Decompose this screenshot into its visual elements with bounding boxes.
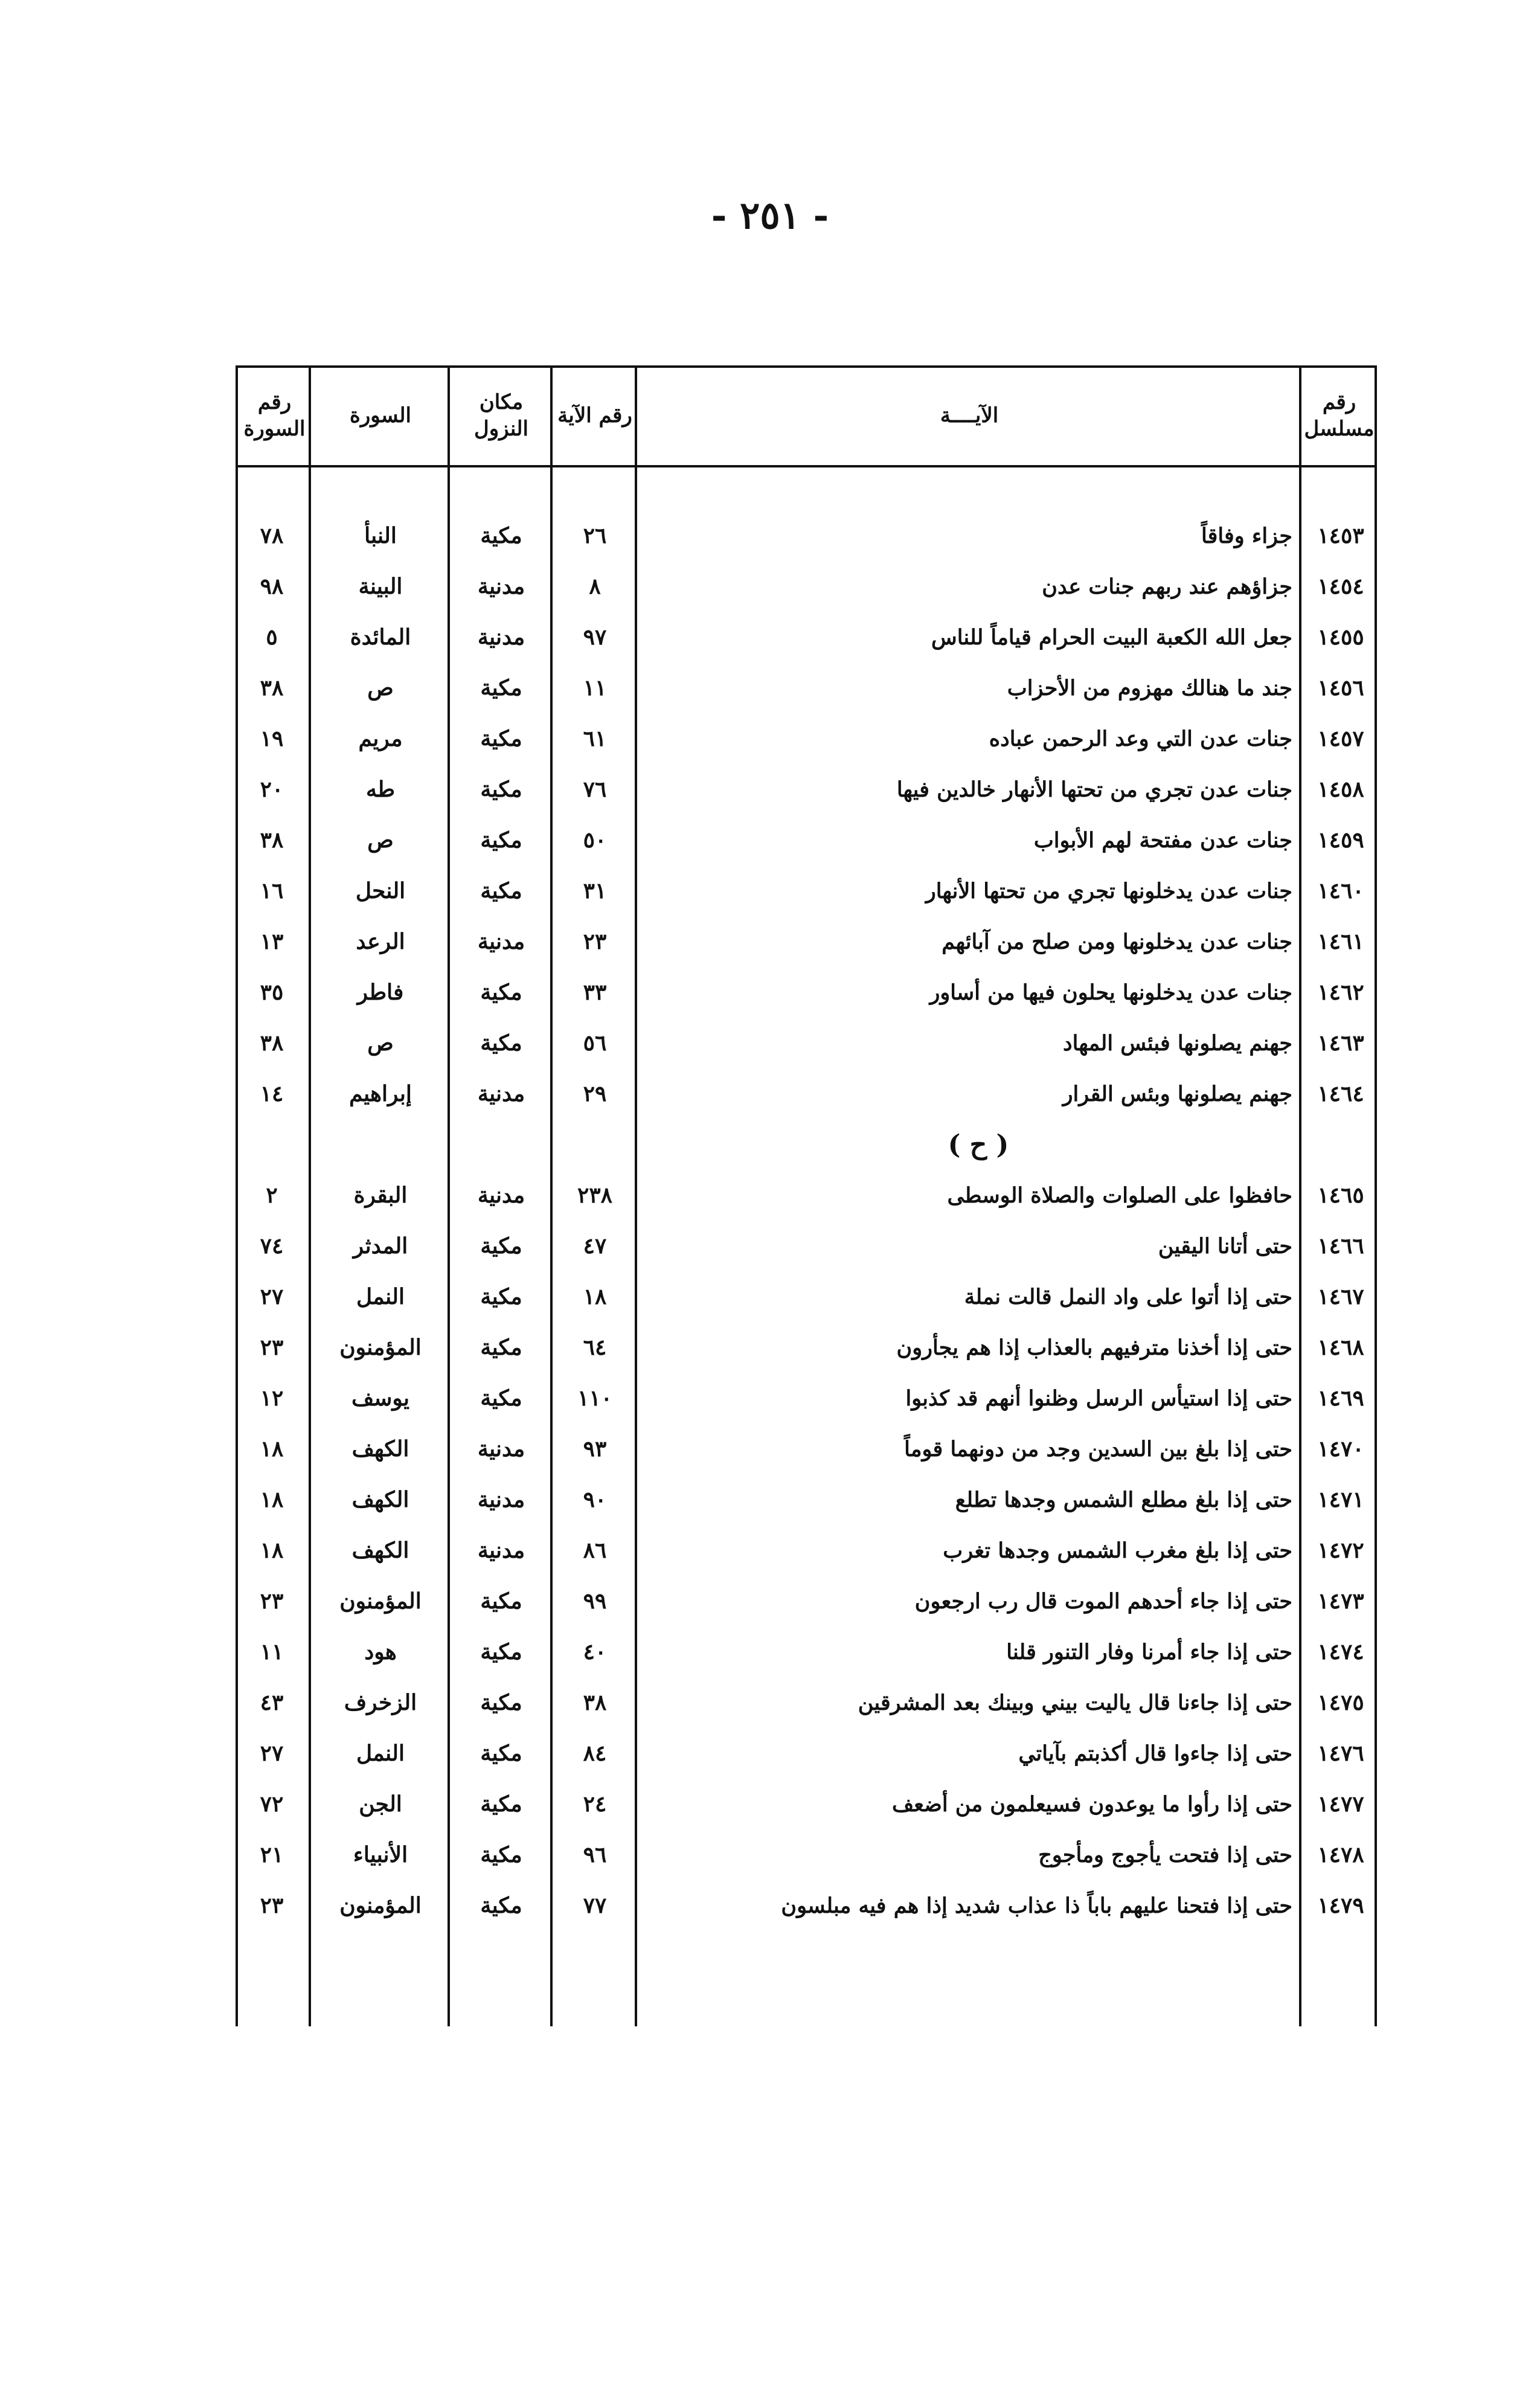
table-top-rule (236, 365, 1377, 368)
surah-name: المؤمنون (339, 1588, 422, 1614)
surah-number: ٧٤ (260, 1233, 284, 1259)
revelation-place: مكية (480, 1690, 522, 1715)
serial-number: ١٤٥٩ (1317, 827, 1364, 853)
revelation-place: مدنية (477, 929, 525, 954)
revelation-place: مكية (480, 1386, 522, 1411)
table-row (236, 1829, 1377, 1880)
table-row (236, 916, 1377, 967)
verse-text: جنات عدن مفتحة لهم الأبواب (1033, 827, 1292, 853)
revelation-place: مكية (480, 777, 522, 802)
section-heading-row (236, 1119, 1377, 1170)
surah-name: المائدة (350, 625, 411, 650)
revelation-place: مكية (480, 1639, 522, 1665)
revelation-place: مكية (480, 980, 522, 1005)
table-row (236, 865, 1377, 916)
verse-text: حتى إذا رأوا ما يوعدون فسيعلمون من أضعف (891, 1791, 1292, 1817)
ayah-number: ٨٤ (583, 1741, 607, 1766)
surah-name: الكهف (351, 1538, 409, 1563)
serial-number: ١٤٥٤ (1317, 574, 1364, 599)
surah-name: إبراهيم (349, 1081, 412, 1106)
surah-number: ١٩ (260, 726, 284, 751)
serial-number: ١٤٦٣ (1317, 1030, 1364, 1056)
verse-text: جنات عدن يدخلونها يحلون فيها من أساور (929, 980, 1292, 1005)
table-row (236, 1677, 1377, 1728)
verse-text: حتى إذا استيأس الرسل وظنوا أنهم قد كذبوا (905, 1386, 1292, 1411)
revelation-place: مدنية (477, 1183, 525, 1208)
surah-number: ٢٣ (260, 1588, 284, 1614)
revelation-place: مدنية (477, 1081, 525, 1106)
serial-number: ١٤٥٥ (1317, 625, 1364, 650)
serial-number: ١٤٧٠ (1317, 1436, 1364, 1462)
verse-text: جهنم يصلونها فبئس المهاد (1063, 1030, 1292, 1056)
verse-text: جزاؤهم عند ربهم جنات عدن (1042, 574, 1292, 599)
surah-number: ٣٨ (260, 1030, 284, 1056)
surah-number: ١٣ (260, 929, 284, 954)
surah-name: هود (364, 1639, 397, 1665)
ayah-number: ٤٠ (583, 1639, 607, 1665)
table-row (236, 663, 1377, 713)
serial-number: ١٤٧٤ (1317, 1639, 1364, 1665)
surah-name: فاطر (357, 980, 404, 1005)
serial-number: ١٤٥٧ (1317, 726, 1364, 751)
serial-number: ١٤٧٥ (1317, 1690, 1364, 1715)
table-row (236, 1373, 1377, 1424)
ayah-number: ٥٦ (583, 1030, 607, 1056)
revelation-place: مكية (480, 1893, 522, 1918)
surah-name: الكهف (351, 1436, 409, 1462)
surah-number: ٣٨ (260, 827, 284, 853)
surah-number: ٩٨ (260, 574, 284, 599)
revelation-place: مدنية (477, 625, 525, 650)
surah-number: ٢٣ (260, 1335, 284, 1360)
serial-number: ١٤٦٧ (1317, 1284, 1364, 1309)
table-row (236, 612, 1377, 663)
surah-name: ص (367, 1030, 394, 1056)
ayah-number: ٤٧ (583, 1233, 607, 1259)
verse-text: جزاء وفاقاً (1201, 523, 1292, 548)
surah-number: ١٦ (260, 878, 284, 904)
surah-name: البينة (358, 574, 403, 599)
table-row (236, 1880, 1377, 1931)
table-row (236, 1322, 1377, 1373)
serial-number: ١٤٥٦ (1317, 675, 1364, 701)
verse-text: حتى إذا بلغ مغرب الشمس وجدها تغرب (943, 1538, 1292, 1563)
revelation-place: مدنية (477, 1538, 525, 1563)
surah-name: المدثر (353, 1233, 408, 1259)
surah-number: ١١ (260, 1639, 284, 1665)
surah-name: النحل (355, 878, 406, 904)
serial-number: ١٤٧٣ (1317, 1588, 1364, 1614)
ayah-number: ٧٦ (583, 777, 607, 802)
surah-number: ٥ (266, 625, 278, 650)
surah-number: ٤٣ (260, 1690, 284, 1715)
surah-name: الزخرف (344, 1690, 417, 1715)
index-table (236, 365, 1377, 2026)
verse-text: جهنم يصلونها وبئس القرار (1062, 1081, 1292, 1106)
surah-name: الأنبياء (353, 1842, 408, 1867)
serial-number: ١٤٦٢ (1317, 980, 1364, 1005)
header-revelation-place: مكان النزول (474, 390, 528, 441)
table-row (236, 1271, 1377, 1322)
verse-text: حتى إذا أتوا على واد النمل قالت نملة (964, 1284, 1292, 1309)
serial-number: ١٤٧٧ (1317, 1791, 1364, 1817)
table-row (236, 1068, 1377, 1119)
verse-text: حتى إذا جاء أمرنا وفار التنور قلنا (1006, 1639, 1292, 1665)
surah-number: ٧٨ (260, 523, 284, 548)
ayah-number: ٦٤ (583, 1335, 607, 1360)
surah-number: ٢١ (260, 1842, 284, 1867)
table-row (236, 1576, 1377, 1626)
surah-name: ص (367, 675, 394, 701)
table-row (236, 510, 1377, 561)
surah-name: الجن (359, 1791, 402, 1817)
serial-number: ١٤٧٦ (1317, 1741, 1364, 1766)
serial-number: ١٤٧٩ (1317, 1893, 1364, 1918)
ayah-number: ١٨ (583, 1284, 607, 1309)
surah-name: النمل (356, 1284, 405, 1309)
table-row (236, 1221, 1377, 1271)
verse-text: حتى إذا بلغ مطلع الشمس وجدها تطلع (955, 1487, 1292, 1512)
verse-text: جنات عدن يدخلونها ومن صلح من آبائهم (942, 929, 1292, 954)
ayah-number: ٣٨ (583, 1690, 607, 1715)
verse-text: جنات عدن تجري من تحتها الأنهار خالدين فيها (896, 777, 1292, 802)
table-row (236, 561, 1377, 612)
table-row (236, 1728, 1377, 1779)
serial-number: ١٤٥٣ (1317, 523, 1364, 548)
surah-name: البقرة (353, 1183, 408, 1208)
serial-number: ١٤٦٨ (1317, 1335, 1364, 1360)
surah-name: الرعد (356, 929, 405, 954)
header-ayah-number: رقم الآية (557, 403, 632, 428)
revelation-place: مكية (480, 675, 522, 701)
ayah-number: ٩٠ (583, 1487, 607, 1512)
table-row (236, 1525, 1377, 1576)
table-row (236, 1474, 1377, 1525)
surah-number: ١٨ (260, 1487, 284, 1512)
surah-number: ١٤ (260, 1081, 284, 1106)
surah-name: الكهف (351, 1487, 409, 1512)
surah-name: المؤمنون (339, 1335, 422, 1360)
verse-text: حتى إذا جاءنا قال ياليت بيني وبينك بعد المشرقين (858, 1690, 1292, 1715)
header-rule (236, 465, 1377, 467)
surah-number: ٢٣ (260, 1893, 284, 1918)
ayah-number: ١١ (583, 675, 607, 701)
revelation-place: مكية (480, 878, 522, 904)
ayah-number: ٢٦ (583, 523, 607, 548)
ayah-number: ٢٣ (583, 929, 607, 954)
page-number: - ٢٥١ - (711, 193, 829, 237)
section-letter-heading: ( ح ) (948, 1129, 1009, 1160)
revelation-place: مدنية (477, 1436, 525, 1462)
ayah-number: ٨٦ (583, 1538, 607, 1563)
surah-name: يوسف (351, 1386, 410, 1411)
ayah-number: ٦١ (583, 726, 607, 751)
surah-name: المؤمنون (339, 1893, 422, 1918)
revelation-place: مكية (480, 827, 522, 853)
surah-name: مريم (358, 726, 403, 751)
ayah-number: ٨ (589, 574, 601, 599)
ayah-number: ٣١ (583, 878, 607, 904)
revelation-place: مكية (480, 1842, 522, 1867)
serial-number: ١٤٦٠ (1317, 878, 1364, 904)
surah-number: ٢٧ (260, 1284, 284, 1309)
surah-number: ١٨ (260, 1538, 284, 1563)
header-serial: رقم مسلسل (1304, 390, 1375, 441)
surah-name: النبأ (364, 523, 397, 548)
revelation-place: مدنية (477, 574, 525, 599)
serial-number: ١٤٦٥ (1317, 1183, 1364, 1208)
verse-text: حتى إذا فتحنا عليهم باباً ذا عذاب شديد إذا هم فيه مبلسون (781, 1893, 1292, 1918)
ayah-number: ٥٠ (583, 827, 607, 853)
serial-number: ١٤٧٢ (1317, 1538, 1364, 1563)
verse-text: حتى أتانا اليقين (1158, 1233, 1292, 1259)
verse-text: حافظوا على الصلوات والصلاة الوسطى (947, 1183, 1292, 1208)
table-row (236, 815, 1377, 865)
surah-name: طه (366, 777, 395, 802)
verse-text: جنات عدن التي وعد الرحمن عباده (989, 726, 1292, 751)
revelation-place: مكية (480, 1335, 522, 1360)
surah-name: ص (367, 827, 394, 853)
surah-number: ٢ (266, 1183, 278, 1208)
revelation-place: مكية (480, 523, 522, 548)
surah-number: ٣٥ (260, 980, 284, 1005)
table-row (236, 1626, 1377, 1677)
revelation-place: مكية (480, 1588, 522, 1614)
revelation-place: مكية (480, 1791, 522, 1817)
serial-number: ١٤٧١ (1317, 1487, 1364, 1512)
surah-number: ١٨ (260, 1436, 284, 1462)
table-body (236, 510, 1377, 1931)
table-row (236, 1170, 1377, 1221)
serial-number: ١٤٦١ (1317, 929, 1364, 954)
verse-text: جند ما هنالك مهزوم من الأحزاب (1007, 675, 1292, 701)
ayah-number: ٩٦ (583, 1842, 607, 1867)
surah-number: ٣٨ (260, 675, 284, 701)
revelation-place: مدنية (477, 1487, 525, 1512)
revelation-place: مكية (480, 726, 522, 751)
serial-number: ١٤٧٨ (1317, 1842, 1364, 1867)
table-row (236, 764, 1377, 815)
surah-number: ٧٢ (260, 1791, 284, 1817)
verse-text: حتى إذا أخذنا مترفيهم بالعذاب إذا هم يجأرون (896, 1335, 1292, 1360)
revelation-place: مكية (480, 1030, 522, 1056)
verse-text: حتى إذا بلغ بين السدين وجد من دونهما قوماً (904, 1436, 1292, 1462)
ayah-number: ٢٩ (583, 1081, 607, 1106)
verse-text: حتى إذا جاءوا قال أكذبتم بآياتي (1018, 1741, 1292, 1766)
ayah-number: ٧٧ (583, 1893, 607, 1918)
table-row (236, 713, 1377, 764)
serial-number: ١٤٦٤ (1317, 1081, 1364, 1106)
ayah-number: ٣٣ (583, 980, 607, 1005)
ayah-number: ٩٣ (583, 1436, 607, 1462)
verse-text: حتى إذا فتحت يأجوج ومأجوج (1038, 1842, 1292, 1867)
revelation-place: مكية (480, 1741, 522, 1766)
table-row (236, 967, 1377, 1018)
verse-text: حتى إذا جاء أحدهم الموت قال رب ارجعون (914, 1588, 1292, 1614)
verse-text: جنات عدن يدخلونها تجري من تحتها الأنهار (925, 878, 1292, 904)
revelation-place: مكية (480, 1233, 522, 1259)
serial-number: ١٤٦٦ (1317, 1233, 1364, 1259)
ayah-number: ٢٣٨ (577, 1183, 613, 1208)
ayah-number: ٩٧ (583, 625, 607, 650)
table-row (236, 1779, 1377, 1829)
surah-number: ١٢ (260, 1386, 284, 1411)
surah-number: ٢٠ (260, 777, 284, 802)
header-surah-number: رقم السورة (243, 390, 306, 441)
surah-name: النمل (356, 1741, 405, 1766)
surah-number: ٢٧ (260, 1741, 284, 1766)
ayah-number: ١١٠ (577, 1386, 613, 1411)
table-row (236, 1424, 1377, 1474)
revelation-place: مكية (480, 1284, 522, 1309)
ayah-number: ٢٤ (583, 1791, 607, 1817)
serial-number: ١٤٦٩ (1317, 1386, 1364, 1411)
header-surah: السورة (350, 403, 411, 428)
serial-number: ١٤٥٨ (1317, 777, 1364, 802)
header-verse: الآيــــة (940, 403, 999, 428)
ayah-number: ٩٩ (583, 1588, 607, 1614)
table-row (236, 1018, 1377, 1068)
verse-text: جعل الله الكعبة البيت الحرام قياماً للناس (931, 625, 1292, 650)
